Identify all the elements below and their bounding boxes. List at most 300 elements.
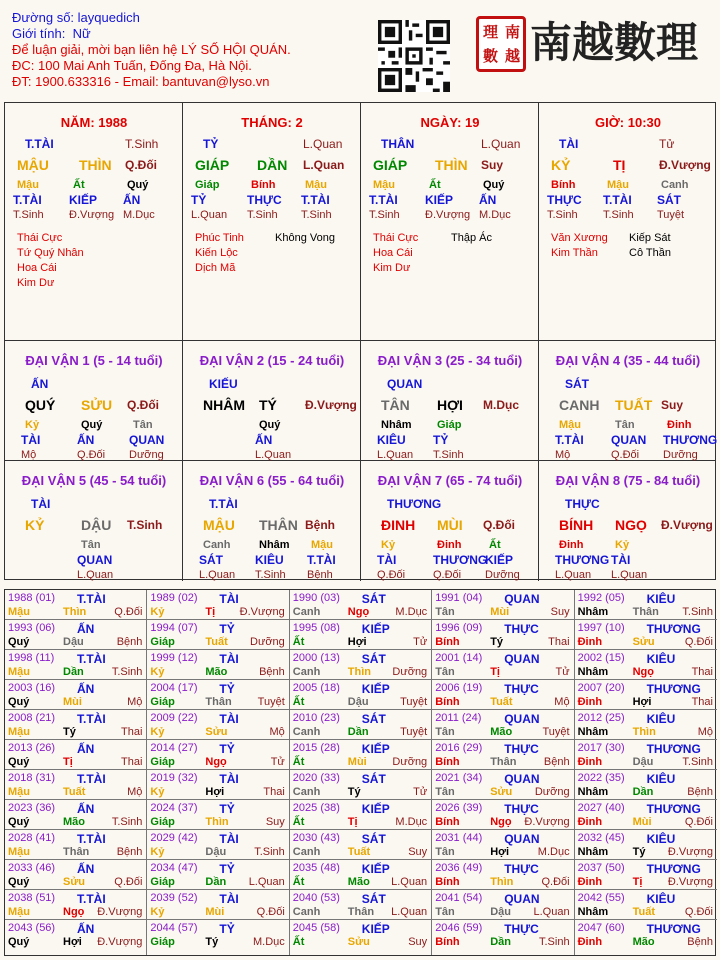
hidden-life-stage: L.Quan (555, 569, 592, 581)
hidden-life-stage: Bệnh (307, 569, 333, 581)
year-stem: Đinh (577, 756, 603, 768)
dai-van-ten-god: THỰC (565, 497, 600, 511)
year-branch: Thân (205, 696, 232, 708)
pillar-stem-status: Đ.Vượng (659, 158, 711, 172)
year-ten-god: TÀI (219, 832, 239, 846)
year-branch: Tuất (63, 786, 86, 798)
hidden-stem: Canh (203, 539, 231, 551)
year-ten-god: QUAN (504, 592, 540, 606)
year-stem: Nhâm (577, 666, 609, 678)
year-life-stage: Dưỡng (392, 666, 428, 678)
year-stem: Kỷ (150, 606, 165, 618)
year-branch: Thìn (632, 726, 656, 738)
year-branch: Dậu (347, 696, 369, 708)
year-ten-god: THỰC (504, 862, 539, 876)
year-stem: Tân (435, 606, 455, 618)
hidden-stem: Quý (81, 419, 103, 431)
year-life-stage: Tử (413, 786, 428, 798)
year-cell (5, 800, 147, 830)
year-cell (147, 680, 289, 710)
pillar-stem: GIÁP (195, 157, 230, 173)
year-label: 1990 (03) (292, 592, 340, 604)
dai-van-1 (5, 341, 183, 461)
year-label: 1995 (08) (292, 622, 340, 634)
year-label: 1997 (10) (577, 622, 625, 634)
phone-line: ĐT: 1900.633316 - Email: bantuvan@lyso.vn (12, 74, 270, 89)
year-label: 2007 (20) (577, 682, 625, 694)
year-branch: Sửu (63, 876, 86, 888)
year-cell (5, 830, 147, 860)
year-branch: Tuất (205, 636, 228, 648)
year-ten-god: TÀI (219, 772, 239, 786)
year-cell (5, 920, 147, 955)
year-branch: Tị (490, 666, 500, 678)
year-ten-god: ẤN (77, 802, 95, 816)
year-life-stage: Suy (408, 936, 428, 948)
year-life-stage: T.Sinh (539, 936, 570, 948)
hidden-stem: Tân (81, 539, 101, 551)
hidden-stem: Kỷ (381, 539, 396, 551)
pillar-title: NGÀY: 19 (420, 115, 480, 130)
year-ten-god: QUAN (504, 772, 540, 786)
year-branch: Hợi (490, 846, 510, 858)
year-ten-god: T.TÀI (77, 712, 106, 726)
year-stem: Nhâm (577, 906, 609, 918)
duong-so-label: Đường số: (12, 10, 75, 25)
nam-viet-so-ly-logo: 理 南 數 越 南越數理 (476, 6, 712, 80)
dai-van-status: Q.Đối (127, 398, 159, 412)
year-cell (5, 770, 147, 800)
dai-van-status: Đ.Vượng (661, 518, 713, 532)
year-stem: Kỷ (150, 786, 165, 798)
year-stem: Ất (292, 876, 305, 888)
star-note: Hoa Cái (17, 262, 57, 274)
pillar-branch: THÌN (79, 157, 112, 173)
year-cell (575, 740, 717, 770)
dai-van-ten-god: THƯƠNG (387, 497, 442, 511)
year-cell (5, 860, 147, 890)
year-label: 2024 (37) (150, 802, 198, 814)
hidden-ten-god: THƯƠNG (555, 553, 610, 567)
hidden-ten-god: T.TÀI (603, 193, 632, 207)
year-life-stage: L.Quan (248, 876, 285, 888)
year-life-stage: Tử (413, 636, 428, 648)
hidden-stem: Mậu (373, 179, 395, 191)
year-ten-god: KIẾP (361, 862, 390, 876)
year-ten-god: T.TÀI (77, 832, 106, 846)
hidden-life-stage: T.Sinh (603, 209, 634, 221)
dai-van-stem: MẬU (203, 517, 235, 533)
pillar-title: THÁNG: 2 (241, 115, 303, 130)
year-ten-god: QUAN (504, 712, 540, 726)
hidden-stem: Ất (429, 179, 441, 191)
year-branch: Tị (347, 816, 358, 828)
year-cell (575, 830, 717, 860)
year-cell (432, 860, 574, 890)
year-branch: Thìn (205, 816, 229, 828)
year-cell (432, 770, 574, 800)
year-label: 2042 (55) (577, 892, 625, 904)
year-branch: Mùi (490, 606, 510, 618)
year-cell (290, 920, 432, 955)
hidden-stem: Kỷ (615, 539, 630, 551)
hidden-stem: Mậu (559, 419, 581, 431)
year-ten-god: QUAN (504, 832, 540, 846)
year-stem: Tân (435, 666, 455, 678)
year-life-stage: Bệnh (543, 756, 570, 768)
pillar-4 (539, 103, 715, 341)
year-life-stage: L.Quan (533, 906, 570, 918)
year-stem: Bính (435, 636, 460, 648)
year-cell (575, 920, 717, 955)
year-stem: Mậu (8, 726, 30, 738)
year-life-stage: Tử (555, 666, 570, 678)
year-label: 2047 (60) (577, 922, 625, 934)
year-stem: Tân (435, 906, 455, 918)
year-life-stage: T.Sinh (682, 606, 713, 618)
year-life-stage: Thai (548, 636, 570, 648)
year-label: 2014 (27) (150, 742, 198, 754)
dai-van-ten-god: T.TÀI (209, 497, 238, 511)
year-branch: Tị (63, 756, 73, 768)
dai-van-3 (361, 341, 539, 461)
hidden-ten-god: SÁT (657, 193, 681, 207)
year-label: 2028 (41) (8, 832, 56, 844)
hidden-ten-god: TÀI (611, 553, 631, 567)
year-label: 1989 (02) (150, 592, 198, 604)
year-stem: Quý (8, 876, 30, 888)
year-ten-god: TỶ (219, 922, 235, 936)
year-ten-god: ẤN (77, 862, 95, 876)
dai-van-7 (361, 461, 539, 581)
hidden-ten-god: QUAN (611, 433, 647, 447)
hidden-life-stage: Q.Đối (77, 449, 106, 461)
red-seal-stamp: 理 南 數 越 (476, 16, 526, 72)
year-cell (290, 800, 432, 830)
hidden-life-stage: Đ.Vượng (425, 209, 471, 221)
year-branch: Dần (490, 936, 511, 948)
hidden-stem: Ất (73, 179, 85, 191)
hidden-stem: Đinh (559, 539, 584, 551)
year-cell (290, 830, 432, 860)
year-cell (432, 710, 574, 740)
year-label: 2010 (23) (292, 712, 340, 724)
year-life-stage: Đ.Vượng (667, 846, 713, 858)
pillar-ten-god: TỶ (203, 137, 219, 151)
year-ten-god: QUAN (504, 892, 540, 906)
year-cell (575, 860, 717, 890)
year-label: 2002 (15) (577, 652, 625, 664)
hidden-ten-god: ẤN (479, 193, 497, 207)
year-label: 1991 (04) (435, 592, 483, 604)
bazi-chart (4, 102, 716, 580)
gioi-tinh-label: Giới tính: (12, 26, 66, 41)
hidden-life-stage: L.Quan (377, 449, 414, 461)
hidden-ten-god: T.TÀI (301, 193, 330, 207)
year-stem: Kỷ (150, 726, 165, 738)
year-cell (147, 920, 289, 955)
year-branch: Ngọ (632, 666, 654, 678)
year-stem: Giáp (150, 756, 175, 768)
year-branch: Tị (632, 876, 643, 888)
year-label: 2030 (43) (292, 832, 340, 844)
year-ten-god: THỰC (504, 922, 539, 936)
year-cell (575, 680, 717, 710)
year-stem: Tân (435, 846, 455, 858)
dai-van-ten-god: QUAN (387, 377, 423, 391)
year-life-stage: Mộ (127, 696, 143, 708)
year-branch: Sửu (347, 936, 370, 948)
year-label: 2036 (49) (435, 862, 483, 874)
dai-van-title: ĐẠI VẬN 2 (15 - 24 tuổi) (199, 353, 345, 368)
year-ten-god: T.TÀI (77, 592, 106, 606)
year-label: 2044 (57) (150, 922, 198, 934)
hidden-ten-god: KIẾP (69, 193, 98, 207)
year-life-stage: Suy (550, 606, 570, 618)
year-ten-god: KIẾP (361, 622, 390, 636)
year-label: 1993 (06) (8, 622, 56, 634)
star-note: Hoa Cái (373, 247, 413, 259)
hidden-ten-god: KIẾP (425, 193, 454, 207)
year-label: 2012 (25) (577, 712, 625, 724)
year-life-stage: L.Quan (391, 906, 428, 918)
year-ten-god: THƯƠNG (646, 922, 701, 936)
year-branch: Mùi (347, 756, 367, 768)
year-branch: Mùi (632, 816, 652, 828)
year-life-stage: T.Sinh (111, 816, 143, 828)
star-note: Thập Ác (451, 232, 492, 244)
hidden-ten-god: T.TÀI (307, 553, 336, 567)
year-branch: Tý (63, 726, 76, 738)
year-life-stage: Thai (120, 726, 143, 738)
gioi-tinh-value: Nữ (72, 26, 91, 41)
hidden-ten-god: ẤN (123, 193, 141, 207)
year-life-stage: Q.Đối (684, 816, 713, 828)
pillar-2 (183, 103, 361, 341)
year-branch: Dậu (490, 906, 511, 918)
hidden-ten-god: SÁT (199, 553, 223, 567)
year-cell (432, 650, 574, 680)
year-cell (432, 740, 574, 770)
pillar-stem-status: Suy (481, 158, 504, 172)
year-stem: Mậu (8, 666, 30, 678)
year-stem: Mậu (8, 846, 30, 858)
year-cell (147, 710, 289, 740)
year-stem: Nhâm (577, 726, 609, 738)
year-stem: Quý (8, 756, 30, 768)
year-label: 2040 (53) (292, 892, 340, 904)
pillar-ten-god: TÀI (559, 137, 579, 151)
year-branch: Ngọ (205, 756, 227, 768)
year-ten-god: THƯƠNG (646, 802, 701, 816)
pillar-stem: KỶ (551, 157, 571, 173)
year-stem: Canh (292, 606, 321, 618)
year-cell (432, 620, 574, 650)
hidden-stem: Giáp (437, 419, 462, 431)
year-branch: Mão (63, 816, 85, 828)
year-life-stage: Tuyệt (400, 726, 428, 738)
hidden-ten-god: TỶ (433, 433, 449, 447)
star-note: Dịch Mã (195, 262, 236, 274)
year-cell (432, 800, 574, 830)
year-cell (5, 650, 147, 680)
year-label: 2015 (28) (292, 742, 340, 754)
year-stem: Giáp (150, 636, 175, 648)
pillar-ts-right: L.Quan (303, 137, 343, 151)
hidden-stem: Tân (615, 419, 635, 431)
year-life-stage: Đ.Vượng (667, 876, 713, 888)
hidden-life-stage: T.Sinh (13, 209, 44, 221)
year-stem: Mậu (8, 906, 30, 918)
dai-van-ten-god: TÀI (31, 497, 51, 511)
pillar-title: GIỜ: 10:30 (594, 115, 661, 130)
year-ten-god: THƯƠNG (646, 742, 701, 756)
year-stem: Đinh (577, 636, 603, 648)
year-cell (147, 770, 289, 800)
year-label: 2011 (24) (435, 712, 482, 724)
year-branch: Mùi (63, 696, 82, 708)
hidden-life-stage: Tuyệt (657, 209, 685, 221)
year-life-stage: M.Dục (395, 816, 428, 828)
hidden-stem: Bính (551, 179, 576, 191)
year-label: 2038 (51) (8, 892, 56, 904)
year-label: 2046 (59) (435, 922, 483, 934)
hidden-life-stage: T.Sinh (433, 449, 464, 461)
year-label: 2001 (14) (435, 652, 483, 664)
year-life-stage: Đ.Vượng (97, 906, 143, 918)
year-cell (290, 890, 432, 920)
year-stem: Quý (8, 636, 30, 648)
dai-van-title: ĐẠI VẬN 8 (75 - 84 tuổi) (555, 473, 701, 488)
year-life-stage: Q.Đối (114, 606, 143, 618)
year-label: 2043 (56) (8, 922, 56, 934)
year-stem: Ất (292, 936, 305, 948)
hidden-life-stage: L.Quan (77, 569, 114, 581)
hidden-life-stage: Q.Đối (433, 569, 462, 581)
year-cell (575, 620, 717, 650)
year-stem: Đinh (577, 696, 603, 708)
hidden-life-stage: Mộ (555, 449, 571, 461)
dai-van-ten-god: SÁT (565, 377, 589, 391)
year-branch: Tý (205, 936, 219, 948)
address-line: ĐC: 100 Mai Anh Tuấn, Đống Đa, Hà Nội. (12, 58, 252, 73)
year-branch: Hợi (632, 696, 652, 708)
year-branch: Dần (632, 786, 654, 798)
dai-van-ten-god: KIẾU (209, 377, 238, 391)
star-note: Tứ Quý Nhân (17, 247, 84, 259)
dai-van-title: ĐẠI VẬN 3 (25 - 34 tuổi) (377, 353, 523, 368)
year-stem: Kỷ (150, 666, 165, 678)
hidden-stem: Mậu (17, 179, 39, 191)
year-ten-god: TỶ (219, 862, 235, 876)
star-note: Cô Thần (629, 247, 671, 259)
year-ten-god: THỰC (504, 622, 539, 636)
year-stem: Ất (292, 756, 305, 768)
hidden-stem: Đinh (667, 419, 692, 431)
hidden-stem: Canh (661, 179, 689, 191)
year-ten-god: THỰC (504, 742, 539, 756)
year-cell (5, 710, 147, 740)
year-life-stage: L.Quan (391, 876, 428, 888)
pillar-stem-status: L.Quan (303, 158, 345, 172)
year-life-stage: T.Sinh (682, 756, 713, 768)
hidden-ten-god: T.TÀI (555, 433, 584, 447)
star-note: Kim Dư (17, 277, 55, 289)
hidden-stem: Quý (127, 179, 149, 191)
year-life-stage: Dưỡng (250, 636, 285, 648)
pillar-1 (5, 103, 183, 341)
year-stem: Giáp (150, 876, 175, 888)
year-label: 2018 (31) (8, 772, 56, 784)
year-life-stage: Đ.Vượng (524, 816, 570, 828)
year-ten-god: TÀI (219, 892, 239, 906)
year-cell (5, 590, 147, 620)
year-life-stage: Đ.Vượng (239, 606, 285, 618)
star-note: Thái Cực (17, 232, 63, 244)
year-label: 2025 (38) (292, 802, 340, 814)
hidden-ten-god: TÀI (21, 433, 41, 447)
year-cell (575, 800, 717, 830)
hidden-life-stage: Q.Đối (377, 569, 406, 581)
pillar-ten-god: THÂN (381, 137, 415, 151)
dai-van-title: ĐẠI VẬN 1 (5 - 14 tuổi) (25, 353, 163, 368)
hidden-life-stage: M.Dục (123, 209, 155, 221)
dai-van-status: Bệnh (305, 518, 335, 532)
year-ten-god: TÀI (219, 652, 239, 666)
year-cell (290, 650, 432, 680)
year-label: 2005 (18) (292, 682, 340, 694)
year-branch: Tý (490, 636, 504, 648)
year-ten-god: TỶ (219, 622, 235, 636)
year-label: 2003 (16) (8, 682, 56, 694)
dai-van-status: Đ.Vượng (305, 398, 357, 412)
year-ten-god: TỶ (219, 682, 235, 696)
year-stem: Canh (292, 726, 321, 738)
hidden-stem: Nhâm (259, 539, 290, 551)
dai-van-status: M.Dục (483, 398, 519, 412)
year-branch: Sửu (205, 726, 228, 738)
pillar-stem-status: Q.Đối (125, 158, 157, 172)
hidden-ten-god: ẤN (255, 433, 273, 447)
year-label: 1994 (07) (150, 622, 198, 634)
year-label: 2022 (35) (577, 772, 625, 784)
year-life-stage: Bệnh (116, 636, 143, 648)
year-branch: Thìn (347, 666, 372, 678)
hidden-life-stage: Dưỡng (663, 449, 698, 461)
hidden-life-stage: Dưỡng (129, 449, 164, 461)
dai-van-title: ĐẠI VẬN 4 (35 - 44 tuổi) (555, 353, 701, 368)
year-ten-god: SÁT (361, 712, 386, 726)
year-branch: Tý (347, 786, 361, 798)
hidden-ten-god: T.TÀI (13, 193, 42, 207)
star-note: Kim Dư (373, 262, 411, 274)
star-note: Văn Xương (551, 232, 608, 244)
year-label: 2009 (22) (150, 712, 198, 724)
year-life-stage: Mộ (697, 726, 713, 738)
hidden-life-stage: L.Quan (191, 209, 228, 221)
year-ten-god: KIẾP (361, 682, 390, 696)
dai-van-status: Q.Đối (483, 518, 515, 532)
year-ten-god: THƯƠNG (646, 622, 701, 636)
pillar-stem: GIÁP (373, 157, 408, 173)
year-life-stage: Q.Đối (256, 906, 285, 918)
year-label: 2032 (45) (577, 832, 625, 844)
hidden-stem: Mậu (607, 179, 629, 191)
hidden-life-stage: T.Sinh (547, 209, 578, 221)
year-ten-god: KIÊU (646, 652, 676, 666)
year-ten-god: SÁT (361, 652, 386, 666)
pillar-ten-god: T.TÀI (25, 137, 54, 151)
